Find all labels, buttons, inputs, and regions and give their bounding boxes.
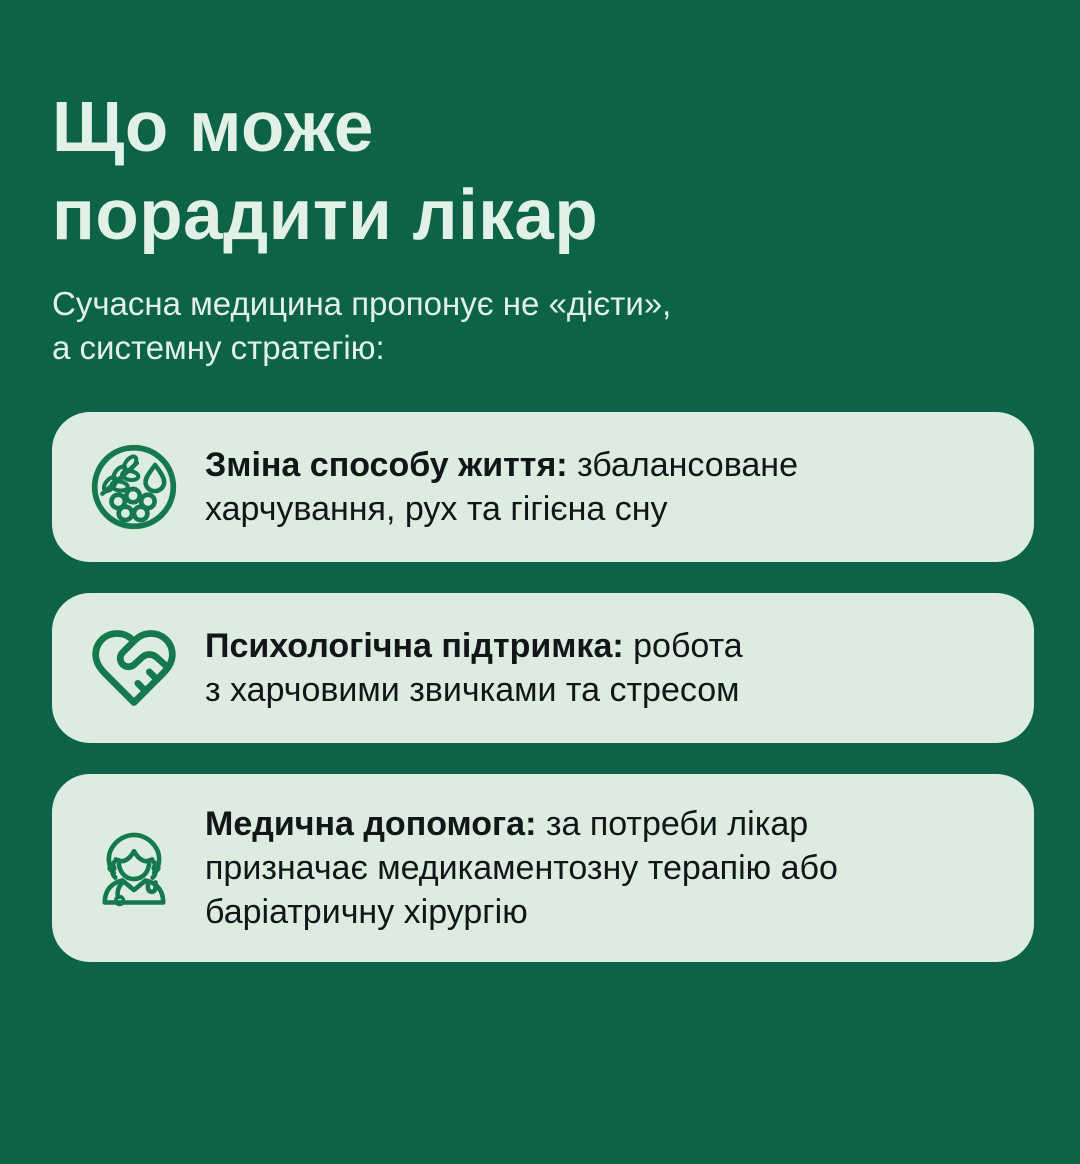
nutrition-plate-icon [88, 441, 180, 533]
card-lifestyle-line2: харчування, рух та гігієна сну [205, 490, 668, 528]
card-psychological-support [52, 593, 1034, 743]
card-psychological-lead: Психологічна підтримка: [205, 627, 624, 665]
advice-card-list [52, 412, 1034, 962]
page-title-line2: порадити лікар [52, 176, 599, 255]
card-medical-line2: призначає медикаментозну терапію або [205, 849, 838, 887]
card-psychological-line2: з харчовими звичками та стресом [205, 671, 740, 709]
page-subtitle-line1: Сучасна медицина пропонує не «дієти», [52, 285, 672, 322]
card-medical-text [205, 802, 838, 934]
page-subtitle [52, 282, 1032, 370]
card-lifestyle-lead: Зміна способу життя: [205, 446, 568, 484]
card-medical-line3: баріатричну хірургію [205, 893, 528, 931]
card-medical-help [52, 774, 1034, 962]
heart-handshake-icon [88, 622, 180, 714]
page-title [52, 84, 1032, 260]
page-title-line1: Що може [52, 88, 374, 167]
card-lifestyle-rest: збалансоване [567, 446, 798, 484]
card-medical-lead: Медична допомога: [205, 805, 537, 843]
card-psychological-rest: робота [623, 627, 743, 665]
card-psychological-text [205, 624, 743, 712]
page-subtitle-line2: а системну стратегію: [52, 329, 385, 366]
card-lifestyle-change [52, 412, 1034, 562]
card-medical-rest: за потреби лікар [536, 805, 809, 843]
infographic-card [0, 84, 1080, 1164]
card-lifestyle-text [205, 443, 798, 531]
female-doctor-icon [88, 822, 180, 914]
